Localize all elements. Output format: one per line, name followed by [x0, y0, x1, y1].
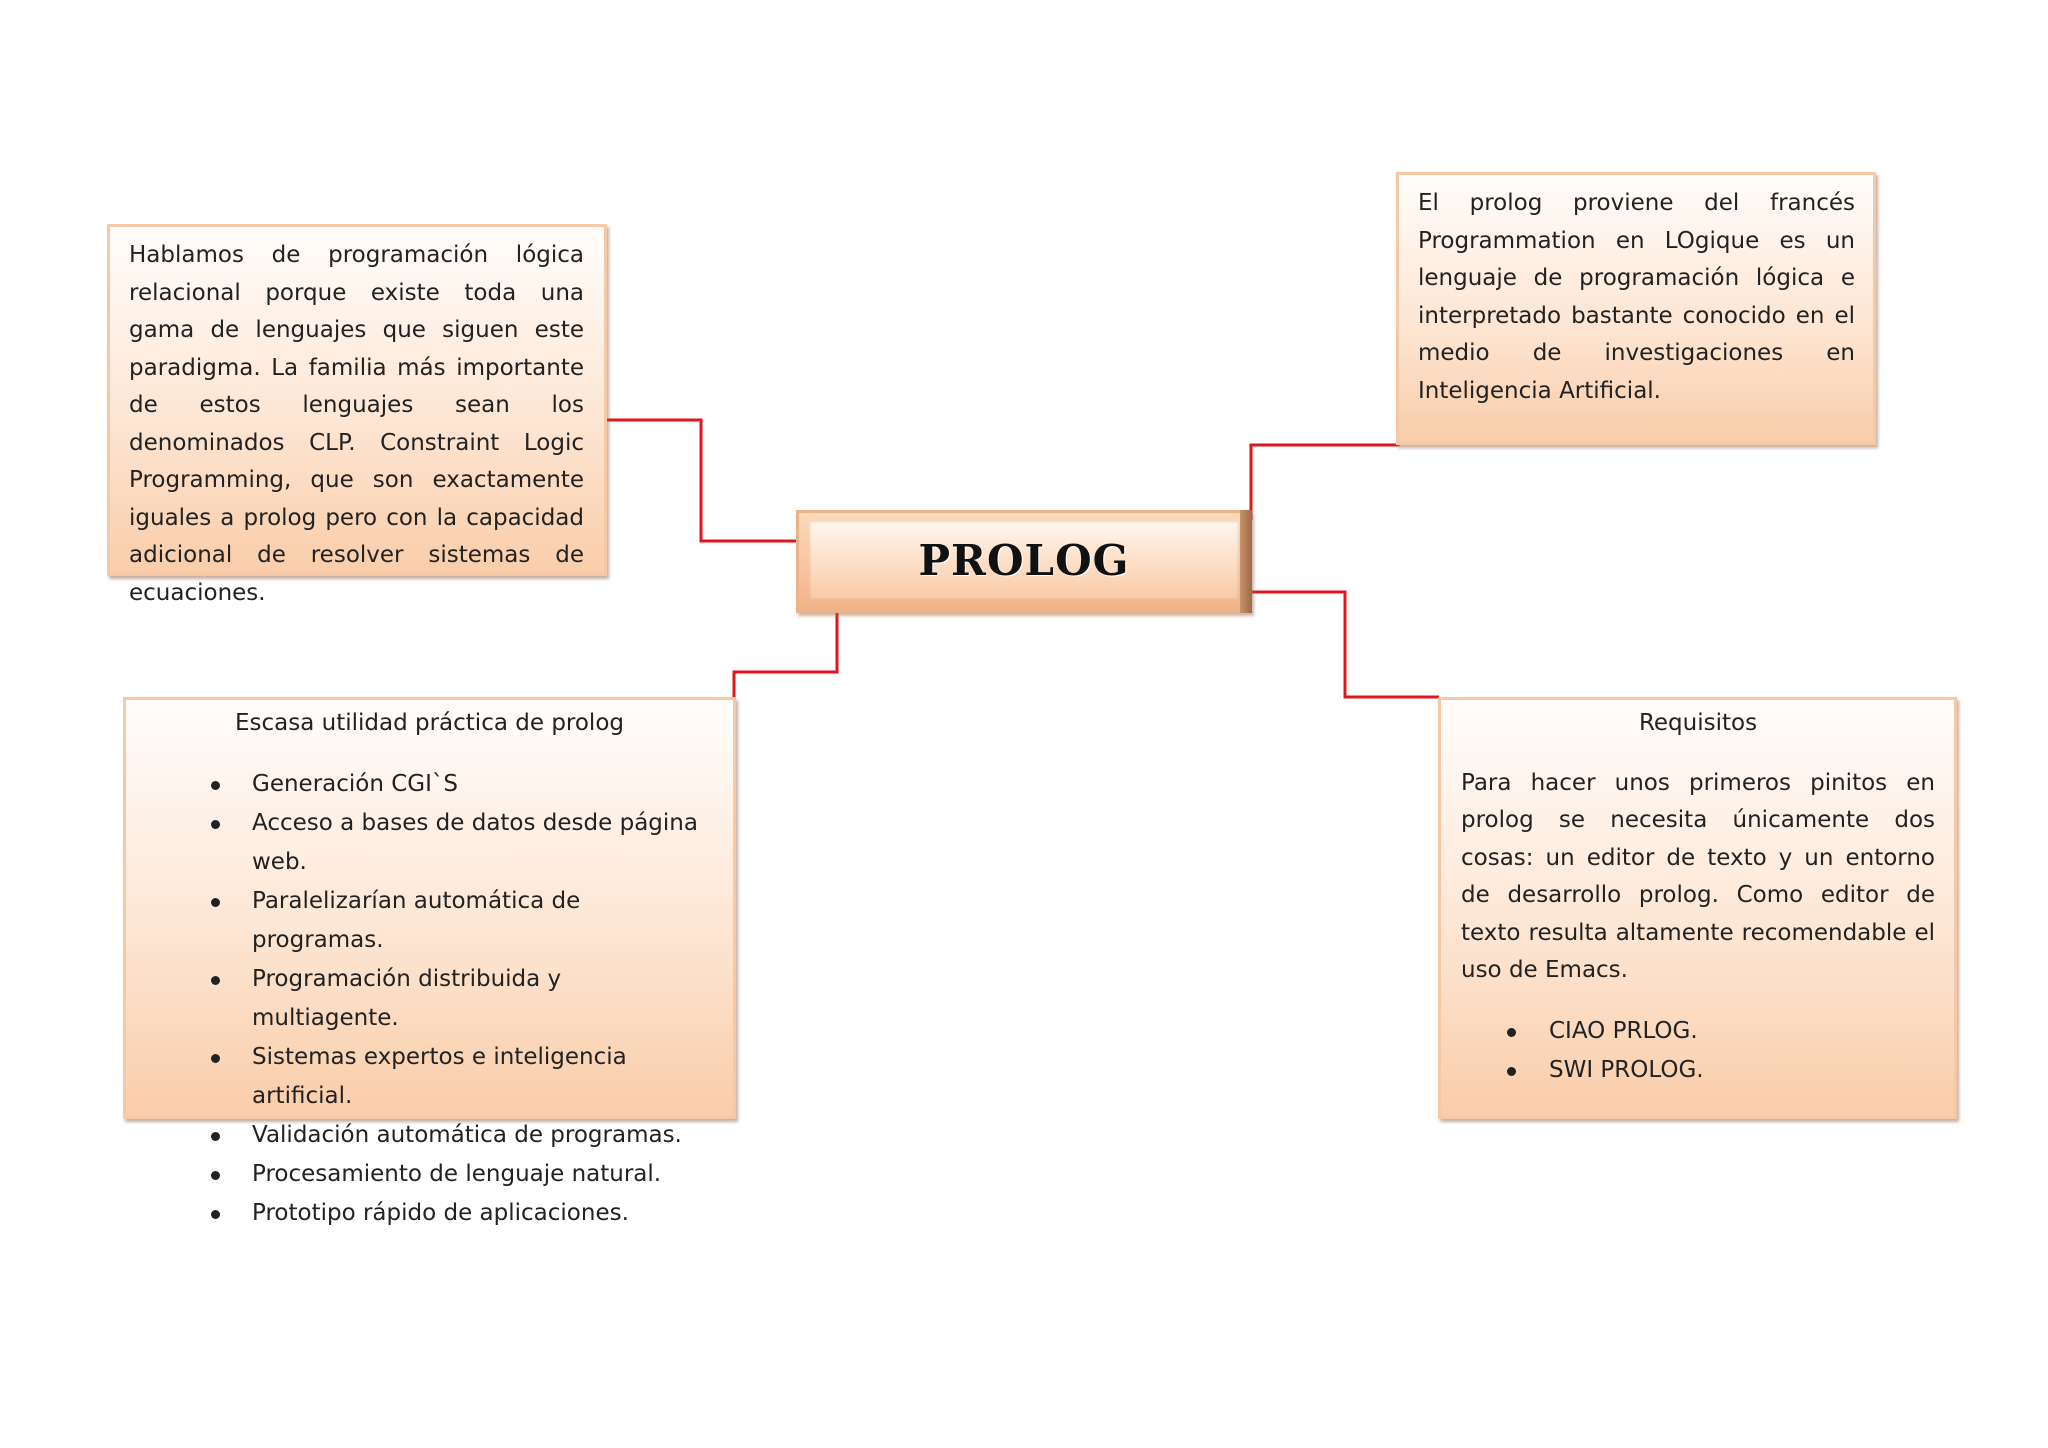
practical-uses-box	[123, 697, 736, 1226]
origin-box	[1396, 172, 1876, 445]
connector-top-left	[607, 420, 796, 541]
central-node-bevel	[1240, 510, 1252, 613]
relational-logic-text: Hablamos de programación lógica relacional porque existe toda una gama de lenguajes que siguen este paradigma. La familia más importante de estos lenguajes sean los denominados CLP. Constraint Logic Programming, que son exactamente iguales a prolog pero con la capacidad adicional de resolver sistemas de ecuaciones.	[129, 242, 584, 606]
practical-uses-title: Escasa utilidad práctica de prolog	[234, 710, 624, 736]
practical-uses-list	[146, 765, 713, 1233]
list-item: Prototipo rápido de aplicaciones.	[146, 1194, 713, 1233]
list-item: CIAO PRLOG.	[1461, 1012, 1935, 1051]
requirements-list	[1461, 1012, 1935, 1090]
requirements-title: Requisitos	[1638, 710, 1758, 736]
list-item: Validación automática de programas.	[146, 1116, 713, 1155]
requirements-text: Para hacer unos primeros pinitos en prolog se necesita únicamente dos cosas: un editor de texto y un entorno de desarrollo prolog. Como editor de texto resulta altamente recomendable el uso de Emacs.	[1461, 769, 1935, 983]
central-node-face	[809, 521, 1239, 600]
relational-logic-box	[107, 224, 607, 606]
list-item: Acceso a bases de datos desde página web.	[146, 804, 713, 882]
list-item: Generación CGI`S	[146, 765, 713, 804]
connector-bottom-left	[734, 612, 837, 735]
list-item: Sistemas expertos e inteligencia artificial.	[146, 1038, 713, 1116]
requirements-box	[1438, 697, 1957, 1119]
central-topic-title: PROLOG	[918, 536, 1130, 585]
list-item: SWI PROLOG.	[1461, 1051, 1935, 1090]
connector-top-right	[1251, 372, 1398, 520]
origin-text: El prolog proviene del francés Programmation en LOgique es un lenguaje de programación lógica e interpretado bastante conocido en el medio de investigaciones en Inteligencia Artificial.	[1418, 190, 1855, 404]
central-topic-node	[796, 510, 1252, 613]
connector-bottom-right	[1251, 592, 1439, 697]
list-item: Procesamiento de lenguaje natural.	[146, 1155, 713, 1194]
list-item: Paralelizarían automática de programas.	[146, 882, 713, 960]
list-item: Programación distribuida y multiagente.	[146, 960, 713, 1038]
